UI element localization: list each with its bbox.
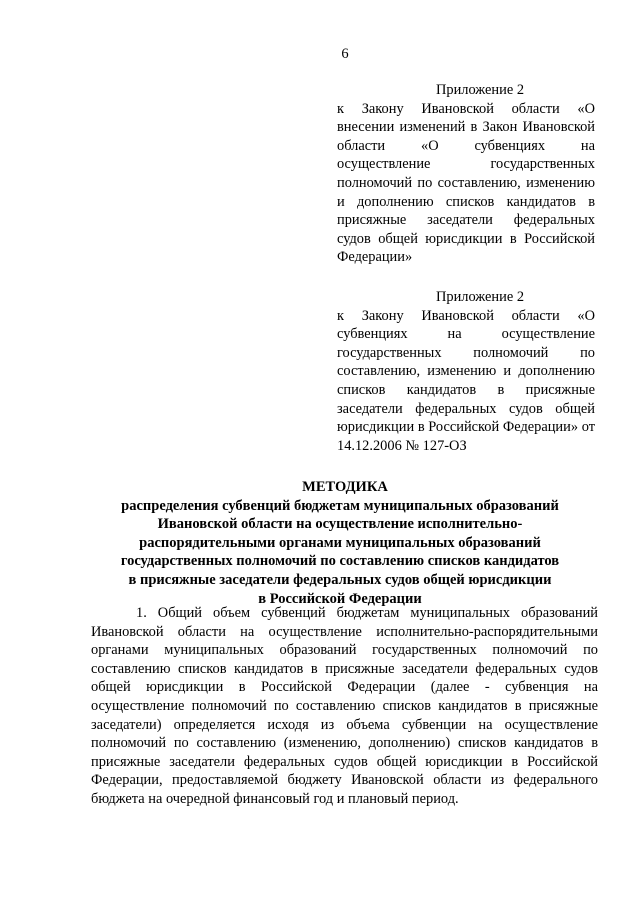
appendix-body: к Закону Ивановской области «О внесении изменений в Закон Ивановской области «О субвенциях на осуществление государственных полномочий по составлению, изменению и дополнению списков кандидатов в присяжные заседатели федеральных судов общей юрисдикции в Российской Федерации»	[337, 100, 595, 266]
page-number: 6	[341, 46, 349, 62]
appendix-note-amending-law	[337, 81, 595, 267]
paragraph-1: 1. Общий объем субвенций бюджетам муниципальных образований Ивановской области на осуществление исполнительно-распорядительными органами муниципальных образований государственных полномочий по составлению списков кандидатов в присяжные заседатели федеральных судов общей юрисдикции в Российской Федерации (далее - субвенция на осуществление полномочий по составлению списков кандидатов в присяжные заседатели) определяется исходя из объема субвенции на осуществление полномочий по составлению (изменению, дополнению) списков кандидатов в присяжные заседатели федеральных судов общей юрисдикции в Российской Федерации, предоставляемой бюджету Ивановской области из федерального бюджета на очередной финансовый год и плановый период.	[91, 605, 598, 807]
method-heading	[100, 478, 580, 608]
appendix-title: Приложение 2	[435, 82, 525, 98]
appendix-title: Приложение 2	[435, 289, 525, 305]
appendix-body: к Закону Ивановской области «О субвенциях на осуществление государственных полномочий по составлению, изменению и дополнению списков кандидатов в присяжные заседатели федеральных судов общей юрисдикции в Российской Федерации» от 14.12.2006 № 127-ОЗ	[337, 307, 595, 454]
method-title: МЕТОДИКА	[302, 479, 388, 495]
appendix-note-original-law	[337, 288, 595, 455]
method-subtitle: распределения субвенций бюджетам муниципальных образований Ивановской области на осуществление исполнительно- распорядительными органами муниципальных образований государственных полномочий по составлению списков кандидатов в присяжные заседатели федеральных судов общей юрисдикции в Российской Федерации	[120, 497, 560, 607]
